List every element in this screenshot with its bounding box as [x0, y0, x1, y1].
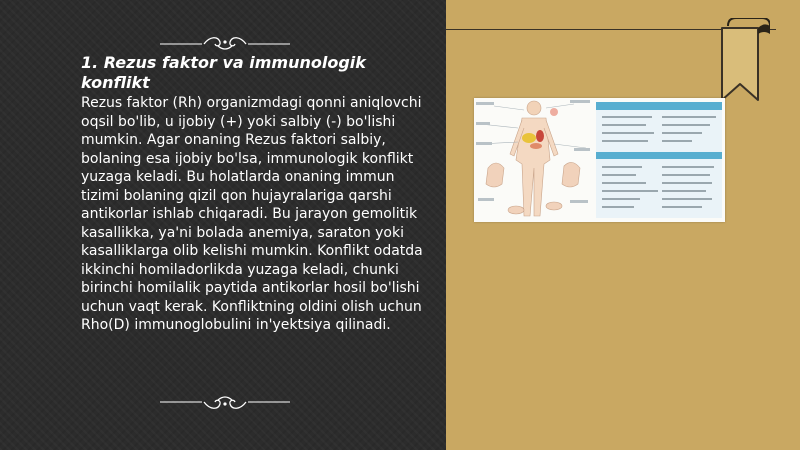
diagram-text-line — [602, 190, 658, 192]
medical-diagram-image — [474, 98, 725, 222]
diagram-text-line — [602, 140, 648, 142]
slide-body-text: Rezus faktor (Rh) organizmdagi qonni aniqlovchi oqsil bo'lib, u ijobiy (+) yoki salbiy (-) bo'lishi mumkin. Agar onaning Rezus faktori salbiy, bolaning esa ijobiy bo'lsa, immunologik konflikt yuzaga keladi. Bu holatlarda onaning immun tizimi bolaning qizil qon hujayralariga qarshi antikorlar ishlab chiqaradi. Bu jarayon gemolitik kasallikka, ya'ni bolada anemiya, saraton yoki kasalliklarga olib kelishi mumkin. Konflikt odatda ikkinchi homiladorlikda yuzaga keladi, chunki birinchi homilalik paytida antikorlar hosil bo'lishi uchun vaqt kerak. Konfliktning oldini olish uchun Rho(D) immunoglobulini in'yektsiya qilinadi. — [81, 95, 423, 333]
ornament-divider-top — [160, 34, 290, 54]
diagram-text-line — [662, 190, 706, 192]
diagram-text-line — [662, 124, 710, 126]
diagram-text-line — [662, 206, 702, 208]
diagram-text-line — [602, 124, 646, 126]
ornament-divider-bottom — [160, 392, 290, 412]
diagram-text-line — [602, 198, 640, 200]
bookmark-ribbon-icon — [718, 18, 770, 108]
diagram-text-line — [602, 182, 646, 184]
diagram-header-bar-2 — [596, 152, 722, 159]
diagram-text-line — [602, 132, 654, 134]
diagram-text-line — [602, 166, 642, 168]
diagram-text-line — [662, 166, 714, 168]
diagram-text-line — [662, 198, 712, 200]
diagram-text-line — [602, 174, 636, 176]
diagram-text-line — [662, 116, 716, 118]
diagram-text-line — [662, 174, 710, 176]
diagram-text-line — [662, 132, 702, 134]
diagram-text-line — [662, 182, 712, 184]
human-body-figure-icon — [474, 98, 594, 222]
diagram-text-line — [662, 140, 692, 142]
slide-title: 1. Rezus faktor va immunologik konflikt — [81, 53, 366, 92]
diagram-text-line — [602, 116, 652, 118]
diagram-info-panel — [596, 102, 722, 218]
diagram-header-bar — [596, 102, 722, 110]
diagram-text-line — [602, 206, 634, 208]
